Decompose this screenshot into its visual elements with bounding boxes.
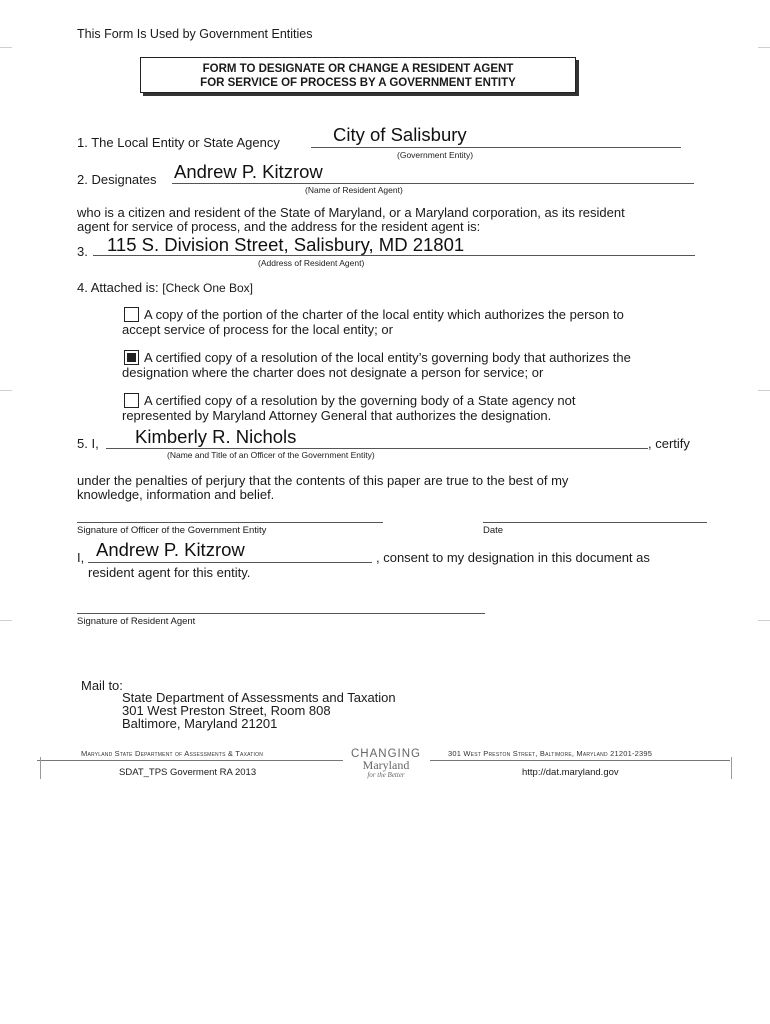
- logo-line-3: for the Better: [367, 771, 405, 779]
- item5-label: 5. I,: [77, 436, 99, 451]
- officer-signature-label: Signature of Officer of the Government Entity: [77, 525, 267, 536]
- footer-url[interactable]: http://dat.maryland.gov: [522, 767, 619, 778]
- agent-signature-label: Signature of Resident Agent: [77, 616, 196, 627]
- item5-underline: [106, 448, 648, 449]
- perjury-line-2: knowledge, information and belief.: [77, 487, 275, 502]
- consent-underline: [88, 562, 372, 563]
- page-edge-mark: [0, 620, 12, 621]
- option3-line-1: A certified copy of a resolution by the governing body of a State agency not: [144, 393, 576, 408]
- option2-line-1: A certified copy of a resolution of the local entity’s governing body that authorizes the: [144, 350, 631, 365]
- page-edge-mark: [758, 620, 770, 621]
- consent-line-2: resident agent for this entity.: [88, 565, 251, 580]
- date-label: Date: [483, 525, 504, 536]
- option2-checkbox[interactable]: [124, 350, 139, 365]
- option1-line-1: A copy of the portion of the charter of the local entity which authorizes the person to: [144, 307, 624, 322]
- item3-caption: (Address of Resident Agent): [258, 258, 365, 268]
- changing-maryland-logo: [345, 748, 427, 779]
- title-line-2: FOR SERVICE OF PROCESS BY A GOVERNMENT ENTITY: [200, 77, 516, 89]
- officer-name-field[interactable]: Kimberly R. Nichols: [135, 426, 297, 447]
- item1-label: 1. The Local Entity or State Agency: [77, 135, 280, 150]
- mail-line-2: 301 West Preston Street, Room 808: [122, 703, 331, 718]
- perjury-line-1: under the penalties of perjury that the contents of this paper are true to the best of my: [77, 473, 569, 488]
- item5-caption: (Name and Title of an Officer of the Government Entity): [167, 450, 375, 460]
- footer-department: Maryland State Department of Assessments & Taxation: [81, 749, 264, 758]
- item2-label: 2. Designates: [77, 172, 157, 187]
- officer-signature-line[interactable]: [77, 522, 383, 523]
- form-title: [140, 57, 576, 93]
- citizen-line-1: who is a citizen and resident of the State of Maryland, or a Maryland corporation, as its resident: [77, 205, 625, 220]
- header-note: This Form Is Used by Government Entities: [77, 27, 313, 41]
- item4-label: [77, 280, 253, 295]
- page-edge-mark: [758, 47, 770, 48]
- item5-suffix: , certify: [648, 436, 690, 451]
- item2-caption: (Name of Resident Agent): [305, 185, 403, 195]
- item4-label-text: 4. Attached is:: [77, 280, 159, 295]
- date-line[interactable]: [483, 522, 707, 523]
- address-field[interactable]: 115 S. Division Street, Salisbury, MD 21801: [107, 234, 465, 255]
- option3-line-2: represented by Maryland Attorney General that authorizes the designation.: [122, 408, 552, 423]
- item3-label: 3.: [77, 244, 88, 259]
- citizen-line-2: agent for service of process, and the address for the resident agent is:: [77, 219, 481, 234]
- consent-text: , consent to my designation in this document as: [376, 550, 650, 565]
- footer-rule-left: [37, 760, 343, 761]
- option2-line-2: designation where the charter does not designate a person for service; or: [122, 365, 544, 380]
- government-entity-field[interactable]: City of Salisbury: [333, 124, 467, 145]
- consent-prefix: I,: [77, 550, 85, 565]
- option1-checkbox[interactable]: [124, 307, 139, 322]
- mail-label: Mail to:: [81, 678, 123, 693]
- agent-signature-line[interactable]: [77, 613, 485, 614]
- footer-address: 301 West Preston Street, Baltimore, Maryland 21201-2395: [448, 749, 653, 758]
- page-edge-mark: [0, 47, 12, 48]
- page-edge-mark: [0, 390, 12, 391]
- footer-form-code: SDAT_TPS Goverment RA 2013: [119, 767, 257, 778]
- option3-checkbox[interactable]: [124, 393, 139, 408]
- footer-tick-left: [40, 757, 42, 779]
- footer-rule-right: [430, 760, 730, 761]
- logo-line-2: Maryland: [362, 758, 410, 772]
- footer-tick-right: [731, 757, 733, 779]
- item1-underline: [311, 147, 681, 148]
- option1-line-2: accept service of process for the local entity; or: [122, 322, 393, 337]
- page-edge-mark: [758, 390, 770, 391]
- resident-agent-field[interactable]: Andrew P. Kitzrow: [174, 161, 323, 182]
- consent-agent-field[interactable]: Andrew P. Kitzrow: [96, 539, 245, 560]
- mail-line-3: Baltimore, Maryland 21201: [122, 716, 278, 731]
- item2-underline: [172, 183, 694, 184]
- item4-hint: [Check One Box]: [162, 281, 254, 295]
- mail-line-1: State Department of Assessments and Taxation: [122, 690, 396, 705]
- logo-line-1: CHANGING: [351, 748, 421, 760]
- item1-caption: (Government Entity): [397, 150, 474, 160]
- title-line-1: FORM TO DESIGNATE OR CHANGE A RESIDENT AGENT: [202, 63, 514, 75]
